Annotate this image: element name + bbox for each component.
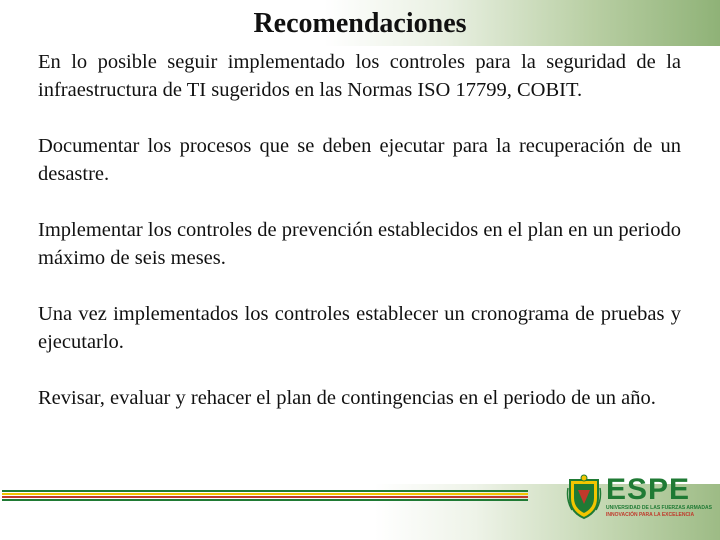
stripe-red	[2, 496, 528, 498]
paragraph-5: Revisar, evaluar y rehacer el plan de contingencias en el periodo de un año.	[38, 387, 656, 409]
paragraph-4: Una vez implementados los controles establecer un cronograma de pruebas y ejecutarlo.	[38, 303, 681, 353]
logo-motto: INNOVACIÓN PARA LA EXCELENCIA	[606, 512, 695, 518]
paragraph-1: En lo posible seguir implementado los controles para la seguridad de la infraestructura de TI sugeridos en las Normas ISO 17799, COBIT.	[38, 51, 681, 101]
stripe-green-2	[2, 499, 528, 501]
logo-university-name: UNIVERSIDAD DE LAS FUERZAS ARMADAS	[606, 505, 712, 511]
stripe-green	[2, 490, 528, 492]
paragraph-3: Implementar los controles de prevención establecidos en el plan en un periodo máximo de seis meses.	[38, 219, 681, 269]
stripe-yellow	[2, 493, 528, 495]
slide-body	[38, 48, 681, 440]
university-seal-icon	[566, 474, 602, 520]
espe-logo	[566, 473, 712, 520]
slide-title: Recomendaciones	[253, 8, 467, 39]
logo-wordmark: ESPE	[606, 473, 691, 506]
paragraph-2: Documentar los procesos que se deben ejecutar para la recuperación de un desastre.	[38, 135, 681, 185]
footer-stripes	[2, 490, 528, 502]
